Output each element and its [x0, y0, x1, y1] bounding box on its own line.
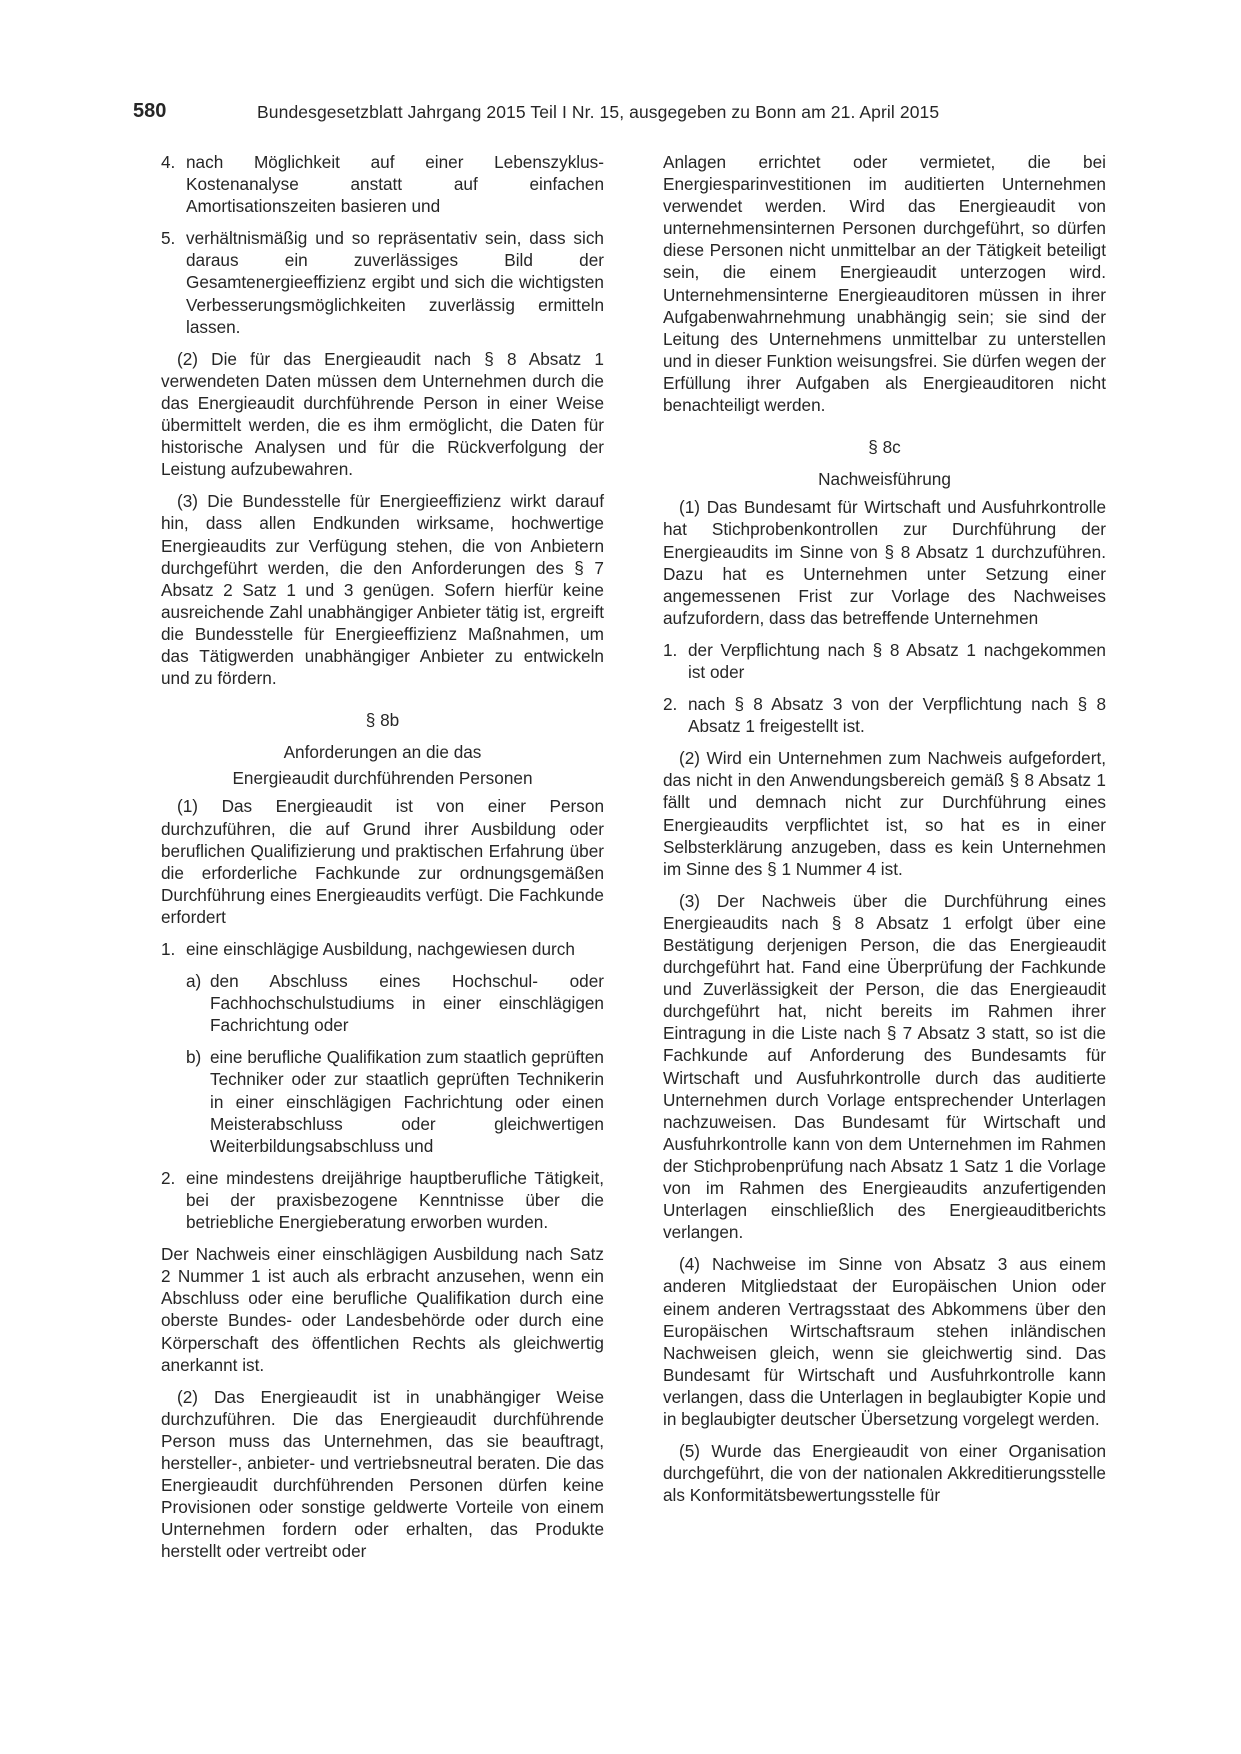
item-number: 2.	[663, 694, 678, 715]
section-8b-paragraph-2: (2) Das Energieaudit ist in unabhängiger Weise durchzuführen. Die das Energieaudit durchführende Person muss das Unternehmen, das sie beauftragt, hersteller-, anbieter- und vertriebsneutral beraten. Die das Energieaudit durchführenden Personen dürfen keine Provisionen oder sonstige geldwerte Vorteile von einem Unternehmen fordern oder erhalten, das Produkte herstellt oder vertreibt oder	[161, 1386, 604, 1562]
sub-item-text: den Abschluss eines Hochschul- oder Fachhochschulstudiums in einer einschlägigen Fachrichtung oder	[210, 971, 604, 1036]
item-text: eine einschlägige Ausbildung, nachgewiesen durch	[186, 939, 575, 959]
section-8c-heading: § 8c	[868, 437, 901, 458]
paragraph-2: (2) Die für das Energieaudit nach § 8 Absatz 1 verwendeten Daten müssen dem Unternehmen durch die das Energieaudit durchführende Person in einer Weise übermittelt werden, die es ihm ermöglicht, die Daten für historische Analysen und für die Rückverfolgung der Leistung aufzubewahren.	[161, 348, 604, 480]
section-8c-paragraph-1: (1) Das Bundesamt für Wirtschaft und Ausfuhrkontrolle hat Stichprobenkontrollen zur Durchführung der Energieaudits im Sinne von § 8 Absatz 1 durchzuführen. Dazu hat es Unternehmen unter Setzung einer angemessenen Frist zur Vorlage des Nachweises aufzufordern, dass das betreffende Unternehmen	[663, 497, 1106, 628]
item-text: der Verpflichtung nach § 8 Absatz 1 nachgekommen ist oder	[688, 639, 1106, 682]
section-8b-heading: § 8b	[365, 710, 400, 731]
item-text: eine mindestens dreijährige hauptberufliche Tätigkeit, bei der praxisbezogene Kenntnisse über die betriebliche Energieberatung erworben wurden.	[186, 1167, 604, 1233]
running-header: Bundesgesetzblatt Jahrgang 2015 Teil I Nr. 15, ausgegeben zu Bonn am 21. April 2015	[257, 102, 940, 122]
item-number: 1.	[663, 639, 678, 660]
sub-item-letter: a)	[186, 971, 202, 992]
sub-item-letter: b)	[186, 1047, 202, 1068]
item-number: 5.	[161, 228, 176, 249]
item-number: 1.	[161, 939, 176, 959]
item-number: 4.	[161, 152, 176, 172]
section-8b-title-line1: Anforderungen an die das	[283, 742, 482, 763]
list-item	[161, 151, 604, 217]
section-8c-paragraph-5: (5) Wurde das Energieaudit von einer Organisation durchgeführt, die von der nationalen Akkreditierungsstelle als Konformitätsbewertungsstelle für	[663, 1441, 1106, 1506]
list-item	[161, 227, 604, 337]
section-8c-paragraph-2: (2) Wird ein Unternehmen zum Nachweis aufgefordert, das nicht in den Anwendungsbereich gemäß § 8 Absatz 1 fällt und demnach nicht zur Durchführung eines Energieaudits verpflichtet ist, so hat es in einer Selbsterklärung anzugeben, dass es kein Unternehmen im Sinne des § 1 Nummer 4 ist.	[663, 748, 1106, 879]
section-8c-paragraph-3: (3) Der Nachweis über die Durchführung eines Energieaudits nach § 8 Absatz 1 erfolgt über eine Bestätigung derjenigen Person, die das Energieaudit durchgeführt hat. Fand eine Überprüfung der Fachkunde und Zuverlässigkeit der Person, die das Energieaudit durchgeführt hat, nicht bereits im Rahmen ihrer Eintragung in die Liste nach § 7 Absatz 3 statt, so ist die Fachkunde auf Anforderung des Bundesamts für Wirtschaft und Ausfuhrkontrolle durch das auditierte Unternehmen durch Vorlage entsprechender Unterlagen nachzuweisen. Das Bundesamt für Wirtschaft und Ausfuhrkontrolle kann von dem Unternehmen im Rahmen der Stichprobenprüfung nach Absatz 1 Satz 1 die Vorlage von im Rahmen des Energieaudits anzufertigenden Unterlagen einschließlich des Energieauditberichts verlangen.	[663, 890, 1106, 1243]
list-item	[161, 1167, 604, 1233]
section-8c-paragraph-4: (4) Nachweise im Sinne von Absatz 3 aus einem anderen Mitgliedstaat der Europäischen Union oder einem anderen Vertragsstaat des Abkommens über den Europäischen Wirtschaftsraum stehen inländischen Nachweisen gleich, wenn sie gleichwertig sind. Das Bundesamt für Wirtschaft und Ausfuhrkontrolle kann verlangen, dass die Unterlagen in beglaubigter Kopie und in beglaubigter deutscher Übersetzung vorgelegt werden.	[663, 1254, 1106, 1429]
left-column	[161, 151, 604, 1572]
section-8b-nachweis-paragraph: Der Nachweis einer einschlägigen Ausbildung nach Satz 2 Nummer 1 ist auch als erbracht anzusehen, wenn ein Abschluss oder eine berufliche Qualifikation durch eine oberste Bundes- oder Landesbehörde oder durch eine Körperschaft des öffentlichen Rechts als gleichwertig anerkannt ist.	[161, 1244, 604, 1375]
right-column	[663, 151, 1106, 1516]
page-number: 580	[133, 100, 167, 122]
section-8b-title-line2: Energieaudit durchführenden Personen	[232, 768, 533, 789]
continued-paragraph: Anlagen errichtet oder vermietet, die bei Energiesparinvestitionen im auditierten Unternehmen verwendet werden. Wird das Energieaudit von unternehmensinternen Personen durchgeführt, so dürfen diese Personen nicht unmittelbar an der Tätigkeit beteiligt sein, die einem Energieaudit unterzogen wird. Unternehmensinterne Energieauditoren müssen in ihrer Aufgabenwahrnehmung unabhängig sein; sie sind der Leitung des Unternehmens unmittelbar zu unterstellen und in dieser Funktion weisungsfrei. Sie dürfen wegen der Erfüllung ihrer Aufgaben als Energieauditoren nicht benachteiligt werden.	[663, 152, 1106, 416]
list-item	[663, 639, 1106, 683]
section-8c-title: Nachweisführung	[818, 469, 951, 490]
item-text: nach Möglichkeit auf einer Lebenszyklus-Kostenanalyse anstatt auf einfachen Amortisationszeiten basieren und	[186, 152, 604, 217]
section-8b-paragraph-1: (1) Das Energieaudit ist von einer Person durchzuführen, die auf Grund ihrer Ausbildung oder beruflichen Qualifizierung und praktischen Erfahrung über die erforderliche Fachkunde zur ordnungsgemäßen Durchführung eines Energieaudits verfügt. Die Fachkunde erfordert	[161, 796, 604, 927]
list-item	[663, 693, 1106, 737]
item-number: 2.	[161, 1167, 176, 1188]
sub-item-text: eine berufliche Qualifikation zum staatlich geprüften Techniker oder zur staatlich geprüften Technikerin in einer einschlägigen Fachrichtung oder einen Meisterabschluss oder gleichwertigen Weiterbildungsabschluss und	[210, 1047, 604, 1156]
sub-list-item	[186, 1046, 604, 1156]
list-item	[161, 938, 604, 960]
paragraph-3: (3) Die Bundesstelle für Energieeffizienz wirkt darauf hin, dass allen Endkunden wirksame, hochwertige Energieaudits zur Verfügung stehen, die von Anbietern durchgeführt werden, die den Anforderungen des § 7 Absatz 2 Satz 1 und 3 genügen. Sofern hierfür keine ausreichende Zahl unabhängiger Anbieter tätig ist, ergreift die Bundesstelle für Energieeffizienz Maßnahmen, um das Tätigwerden unabhängiger Anbieter zu entwickeln und zu fördern.	[161, 491, 604, 689]
sub-list-item	[186, 970, 604, 1036]
item-text: nach § 8 Absatz 3 von der Verpflichtung nach § 8 Absatz 1 freigestellt ist.	[688, 694, 1106, 737]
item-text: verhältnismäßig und so repräsentativ sein, dass sich daraus ein zuverlässiges Bild der Gesamtenergieeffizienz ergibt und sich die wichtigsten Verbesserungsmöglichkeiten zuverlässig ermitteln lassen.	[186, 228, 604, 337]
